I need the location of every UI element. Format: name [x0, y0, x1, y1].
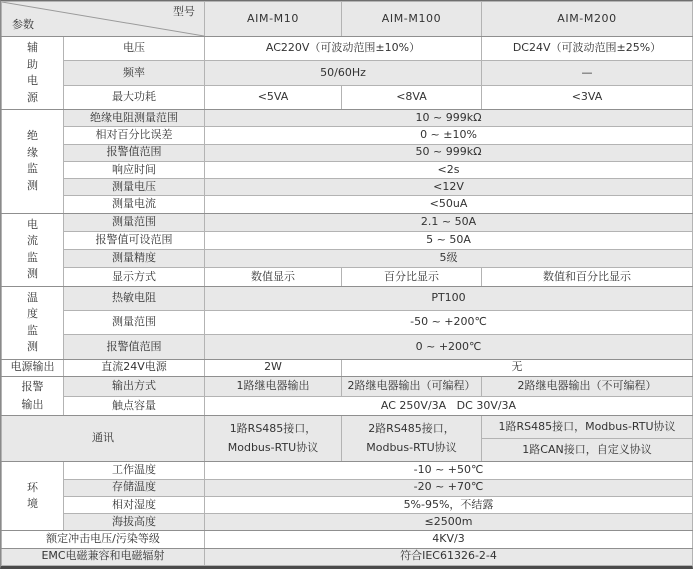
- row-current-alarm: [2, 231, 693, 249]
- row-label: 最大功耗: [64, 85, 205, 109]
- value-m200: DC24V（可波动范围±25%）: [482, 37, 693, 61]
- comm-m10-line1: 1路RS485接口，: [229, 422, 317, 436]
- row-emc: [2, 548, 693, 565]
- row-label: 直流24V电源: [64, 359, 205, 376]
- row-label: 相对百分比误差: [64, 127, 205, 144]
- value-all: PT100: [205, 286, 693, 310]
- value-m100: 2路继电器输出（可编程）: [342, 376, 482, 396]
- param-axis-label: 参数: [12, 18, 34, 32]
- row-thermistor: [2, 286, 693, 310]
- model-header-aim-m10: AIM-M10: [205, 2, 342, 37]
- row-storage-temp: [2, 479, 693, 496]
- value-all: <50uA: [205, 196, 693, 213]
- model-header-aim-m200: AIM-M200: [482, 2, 693, 37]
- value-m200: <3VA: [482, 85, 693, 109]
- row-label: 海拔高度: [64, 514, 205, 531]
- row-temp-alarm: [2, 335, 693, 359]
- value-m200-sub2: 1路CAN接口，自定义协议: [482, 439, 693, 462]
- section-alarm-output: 报警输出: [2, 376, 64, 415]
- row-frequency: [2, 61, 693, 85]
- row-label: 测量精度: [64, 250, 205, 268]
- row-working-temp: [2, 462, 693, 479]
- value-all: ≤2500m: [205, 514, 693, 531]
- value-m200: 数值和百分比显示: [482, 268, 693, 286]
- row-label: 电压: [64, 37, 205, 61]
- row-label: 测量范围: [64, 310, 205, 334]
- row-label: 测量电压: [64, 179, 205, 196]
- row-insul-alarm: [2, 144, 693, 161]
- row-insul-error: [2, 127, 693, 144]
- value-m100: [342, 416, 482, 462]
- comm-m100-line2: Modbus-RTU协议: [366, 440, 457, 454]
- row-label: 测量范围: [64, 213, 205, 231]
- value-all: <12V: [205, 179, 693, 196]
- value-m10: 数值显示: [205, 268, 342, 286]
- value-m10: 1路继电器输出: [205, 376, 342, 396]
- row-voltage: [2, 37, 693, 61]
- row-insul-current: [2, 196, 693, 213]
- value-all: 4KV/3: [205, 531, 693, 548]
- value-all: 10 ~ 999kΩ: [205, 110, 693, 127]
- row-label: 额定冲击电压/污染等级: [2, 531, 205, 548]
- value-m100: <8VA: [342, 85, 482, 109]
- comm-m100-line1: 2路RS485接口，: [368, 422, 455, 436]
- row-label: 报警值范围: [64, 144, 205, 161]
- row-label: 报警值可设范围: [64, 231, 205, 249]
- value-all: 5级: [205, 250, 693, 268]
- value-all: 0 ~ ±10%: [205, 127, 693, 144]
- row-current-accuracy: [2, 250, 693, 268]
- row-humidity: [2, 496, 693, 513]
- value-all: <2s: [205, 161, 693, 178]
- value-m200: 2路继电器输出（不可编程）: [482, 376, 693, 396]
- row-label: 触点容量: [64, 396, 205, 416]
- row-label: 存储温度: [64, 479, 205, 496]
- row-label: 绝缘电阻测量范围: [64, 110, 205, 127]
- row-label: 热敏电阻: [64, 286, 205, 310]
- value-all: 符合IEC61326-2-4: [205, 548, 693, 565]
- value-all: -50 ~ +200℃: [205, 310, 693, 334]
- spec-table: [1, 1, 693, 566]
- row-output-mode: [2, 376, 693, 396]
- row-altitude: [2, 514, 693, 531]
- comm-m10-line2: Modbus-RTU协议: [227, 440, 319, 454]
- value-all: AC 250V/3A DC 30V/3A: [205, 396, 693, 416]
- row-label: 输出方式: [64, 376, 205, 396]
- row-max-power: [2, 85, 693, 109]
- model-axis-label: 型号: [173, 5, 195, 18]
- row-insul-range: [2, 110, 693, 127]
- value-m10: 2W: [205, 359, 342, 376]
- section-power-output: 电源输出: [2, 359, 64, 376]
- value-m200-sub1: 1路RS485接口，Modbus-RTU协议: [482, 416, 693, 439]
- row-impulse-voltage: [2, 531, 693, 548]
- section-insulation: 绝缘监测: [2, 110, 64, 214]
- row-label: 报警值范围: [64, 335, 205, 359]
- value-m100: 百分比显示: [342, 268, 482, 286]
- value-all: 5 ~ 50A: [205, 231, 693, 249]
- row-label: 响应时间: [64, 161, 205, 178]
- row-insul-voltage: [2, 179, 693, 196]
- row-label: EMC电磁兼容和电磁辐射: [2, 548, 205, 565]
- section-communication: 通讯: [2, 416, 205, 462]
- row-power-output: [2, 359, 693, 376]
- value-all: 2.1 ~ 50A: [205, 213, 693, 231]
- value-all: 5%-95%，不结露: [205, 496, 693, 513]
- corner-cell: [2, 2, 205, 37]
- value-m10-m100: AC220V（可波动范围±10%）: [205, 37, 482, 61]
- value-m10-m100: 50/60Hz: [205, 61, 482, 85]
- value-all: -20 ~ +70℃: [205, 479, 693, 496]
- row-label: 相对湿度: [64, 496, 205, 513]
- section-current: 电流监测: [2, 213, 64, 286]
- row-label: 显示方式: [64, 268, 205, 286]
- value-m10: [205, 416, 342, 462]
- row-temp-range: [2, 310, 693, 334]
- value-all: -10 ~ +50℃: [205, 462, 693, 479]
- section-environment: 环境: [2, 462, 64, 531]
- row-label: 测量电流: [64, 196, 205, 213]
- value-m100-m200: 无: [342, 359, 693, 376]
- row-label: 频率: [64, 61, 205, 85]
- section-temperature: 温度监测: [2, 286, 64, 359]
- row-insul-response: [2, 161, 693, 178]
- value-m200: —: [482, 61, 693, 85]
- value-all: 0 ~ +200℃: [205, 335, 693, 359]
- row-contact-capacity: [2, 396, 693, 416]
- row-current-range: [2, 213, 693, 231]
- row-display-mode: [2, 268, 693, 286]
- section-aux-power: 辅助电源: [2, 37, 64, 110]
- row-communication: [2, 416, 693, 439]
- value-all: 50 ~ 999kΩ: [205, 144, 693, 161]
- model-header-aim-m100: AIM-M100: [342, 2, 482, 37]
- header-row: [2, 2, 693, 37]
- row-label: 工作温度: [64, 462, 205, 479]
- value-m10: <5VA: [205, 85, 342, 109]
